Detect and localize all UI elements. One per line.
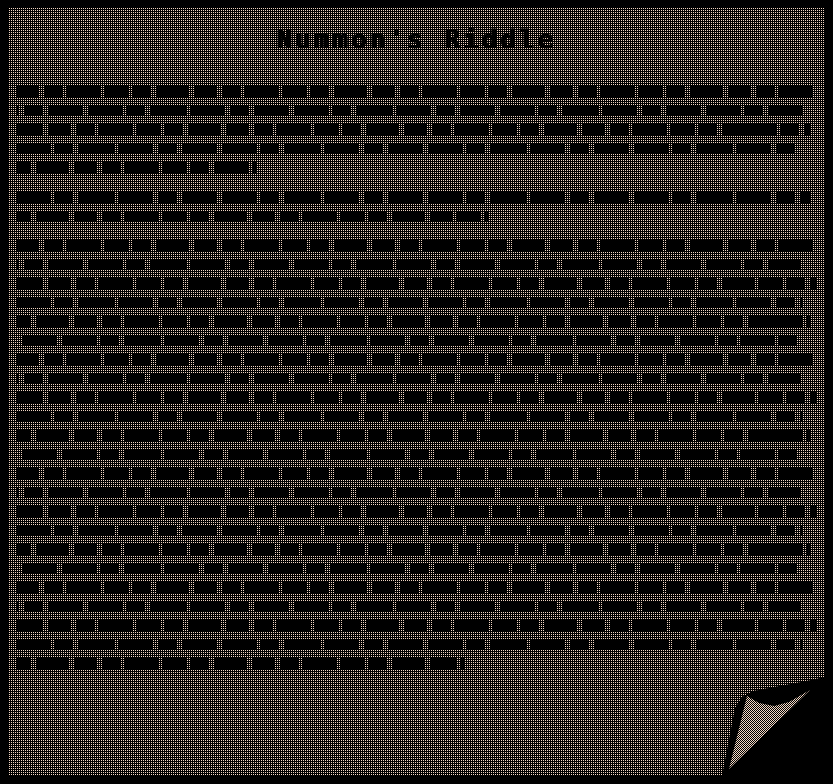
- text-line: [16, 297, 803, 308]
- text-line: [16, 620, 816, 631]
- paragraph-2: [16, 192, 816, 230]
- text-line: [16, 449, 797, 460]
- text-line: [16, 601, 800, 612]
- text-line: [16, 143, 797, 154]
- text-line: [16, 411, 803, 422]
- page-title: Nummon's Riddle: [276, 25, 556, 55]
- text-line: [16, 658, 464, 669]
- page: [8, 8, 824, 776]
- text-line: [16, 582, 813, 593]
- paragraph-3: [16, 240, 816, 677]
- text-line: [16, 373, 800, 384]
- text-line: [16, 124, 810, 135]
- text-line: [16, 162, 256, 173]
- text-line: [16, 392, 816, 403]
- text-line: [16, 639, 803, 650]
- text-line: [16, 211, 488, 222]
- text-line: [16, 192, 810, 203]
- text-line: [16, 316, 810, 327]
- text-line: [16, 563, 797, 574]
- text-line: [16, 525, 803, 536]
- text-line: [16, 430, 810, 441]
- text-line: [16, 506, 816, 517]
- text-line: [16, 240, 813, 251]
- text-line: [16, 86, 816, 97]
- paragraph-1: [16, 86, 816, 181]
- text-line: [16, 105, 803, 116]
- text-line: [16, 278, 816, 289]
- text-line: [16, 487, 800, 498]
- text-line: [16, 468, 813, 479]
- text-line: [16, 335, 797, 346]
- text-line: [16, 259, 800, 270]
- text-line: [16, 544, 810, 555]
- text-line: [16, 354, 813, 365]
